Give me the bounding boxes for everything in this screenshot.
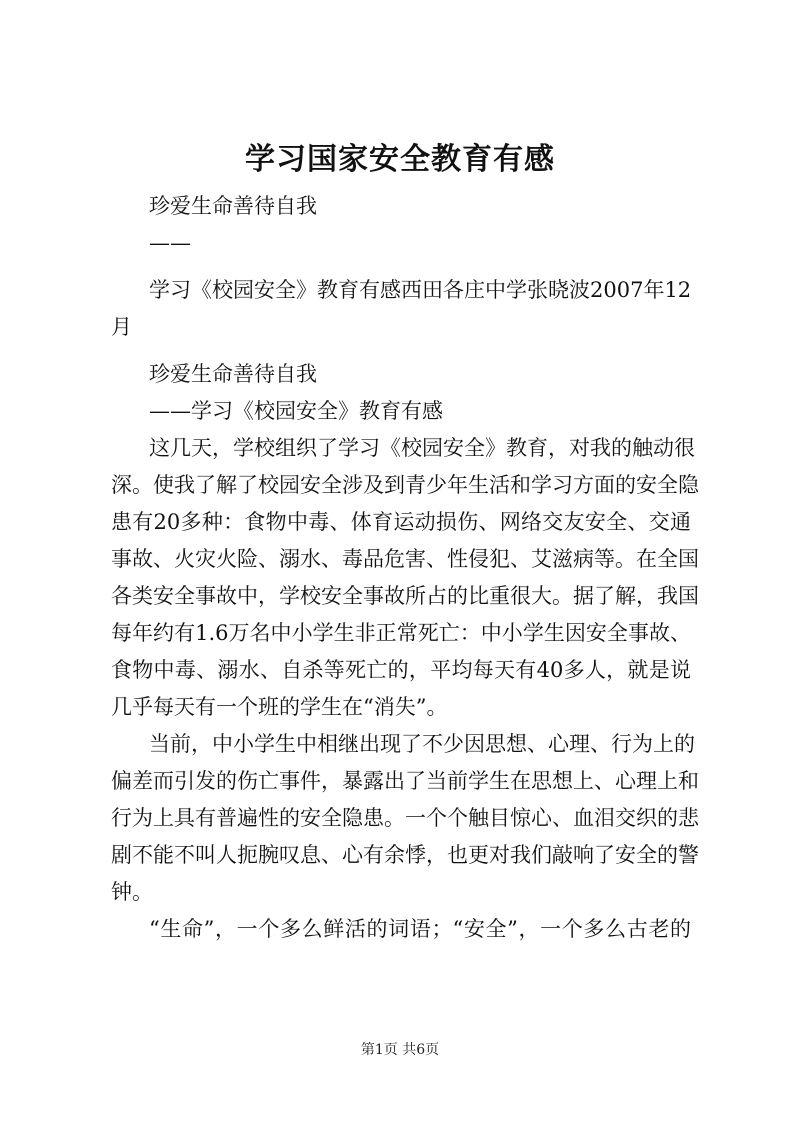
paragraph-line: 事故、火灾火险、溺水、毒品危害、性侵犯、艾滋病等。在全国 <box>111 547 699 571</box>
paragraph-line: 这几天，学校组织了学习《校园安全》教育，对我的触动很 <box>149 436 695 460</box>
paragraph-line: 每年约有1.6万名中小学生非正常死亡：中小学生因安全事故、 <box>111 621 691 645</box>
paragraph-line: 当前，中小学生中相继出现了不少因思想、心理、行为上的 <box>149 732 695 756</box>
paragraph <box>111 430 699 726</box>
paragraph-line: 几乎每天有一个班的学生在“消失”。 <box>111 695 448 719</box>
paragraph-line: 偏差而引发的伤亡事件，暴露出了当前学生在思想上、心理上和 <box>111 769 699 793</box>
subheading-line: ——学习《校园安全》教育有感 <box>149 399 443 423</box>
page-number-footer: 第1页 共6页 <box>360 1042 440 1058</box>
paragraph <box>111 726 699 911</box>
dash-line: —— <box>149 231 191 255</box>
paragraph-line: 食物中毒、溺水、自杀等死亡的，平均每天有40多人，就是说 <box>111 658 691 682</box>
paragraph-line: 剧不能不叫人扼腕叹息、心有余悸，也更对我们敲响了安全的警 <box>111 843 699 867</box>
paragraph-line: 各类安全事故中，学校安全事故所占的比重很大。据了解，我国 <box>111 584 699 608</box>
paragraph-line: 患有20多种：食物中毒、体育运动损伤、网络交友安全、交通 <box>111 510 691 534</box>
paragraph-line: “生命”，一个多么鲜活的词语；“安全”，一个多么古老的 <box>149 917 691 941</box>
paragraph <box>111 911 691 948</box>
info-line: 学习《校园安全》教育有感西田各庄中学张晓波2007年12 <box>149 278 692 302</box>
heading-line: 珍爱生命善待自我 <box>149 362 317 386</box>
heading-line: 珍爱生命善待自我 <box>149 194 317 218</box>
paragraph-line: 行为上具有普遍性的安全隐患。一个个触目惊心、血泪交织的悲 <box>111 806 699 830</box>
info-line-continued: 月 <box>111 315 132 339</box>
document-body <box>111 188 699 948</box>
document-title: 学习国家安全教育有感 <box>245 142 555 177</box>
paragraph-line: 钟。 <box>111 880 153 904</box>
paragraph-line: 深。使我了解了校园安全涉及到青少年生活和学习方面的安全隐 <box>111 473 699 497</box>
